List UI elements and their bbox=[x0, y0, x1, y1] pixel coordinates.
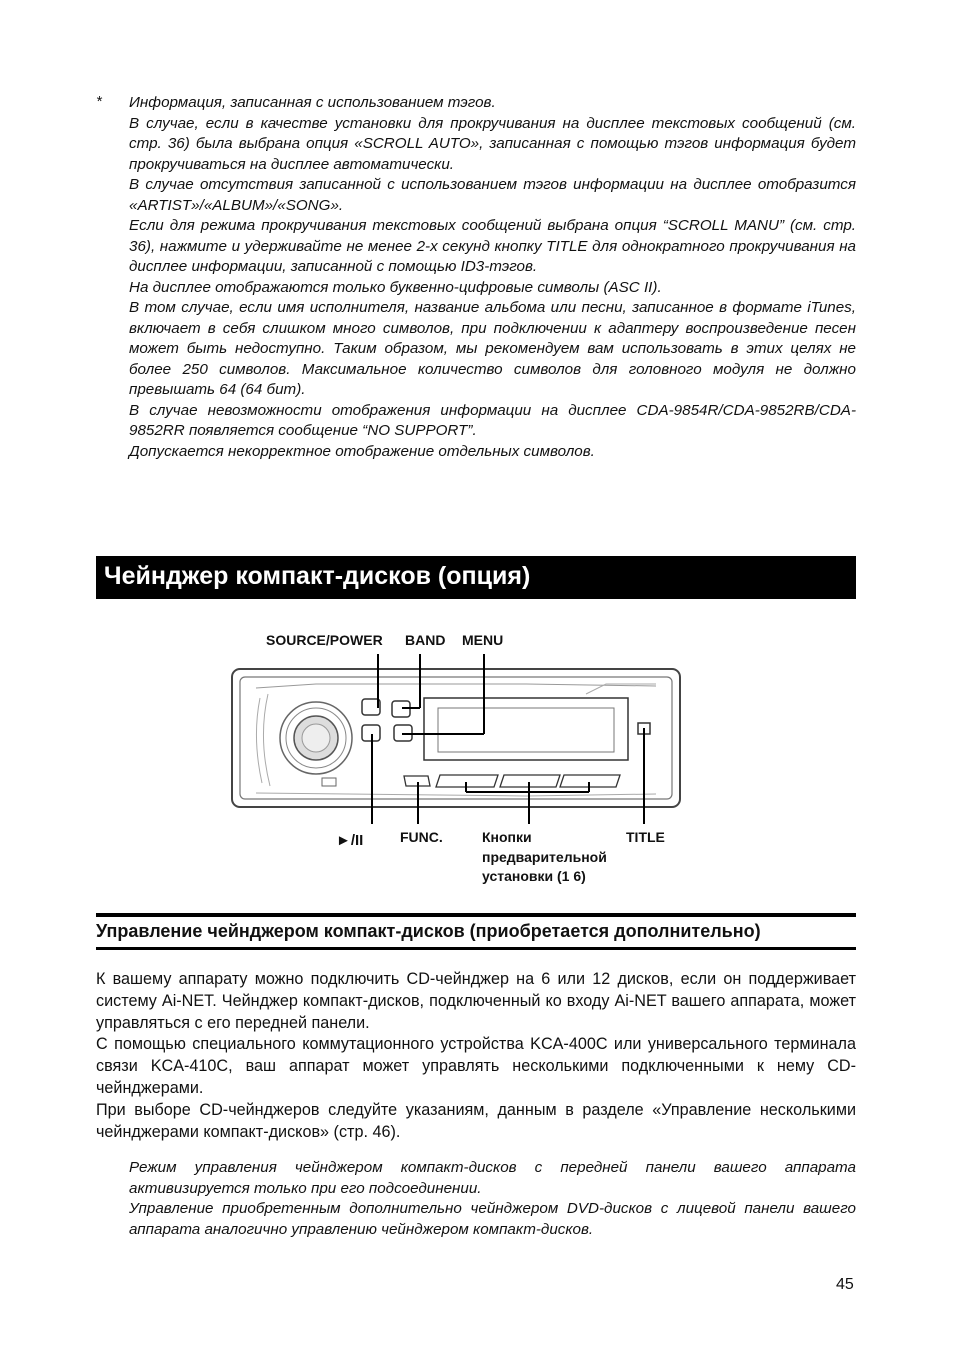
note-line: Режим управления чейнджером компакт-дисков с передней панели вашего аппарата активизируется только при его подсоединении. bbox=[129, 1159, 856, 1197]
label-source-power: SOURCE/POWER bbox=[266, 632, 383, 648]
note-line: В случае, если в качестве установки для прокручивания на дисплее текстовых сообщений (см. стр. 36) была выбрана опция «SCROLL AUTO», записанная с помощью тэгов информация будет прокручиваться на дисплее автоматически. bbox=[129, 114, 856, 173]
label-func: FUNC. bbox=[400, 829, 443, 845]
note-line: Допускается некорректное отображение отдельных символов. bbox=[129, 442, 595, 460]
label-preset-3: установки (1 6) bbox=[482, 868, 586, 884]
note-line: Информация, записанная с использованием тэгов. bbox=[129, 94, 496, 111]
note-line: Если для режима прокручивания текстовых сообщений выбрана опция “SCROLL MANU” (см. стр. 36), нажмите и удерживайте не менее 2-х секунд кнопку TITLE для однократного прокручивания на дисплее информации, записанной с помощью ID3-тэгов. bbox=[129, 217, 856, 275]
note-line: В том случае, если имя исполнителя, название альбома или песни, записанное в формате iTunes, включает в себя слишком много символов, при подключении к адаптеру воспроизведение песен может быть недоступно. Таким образом, мы рекомендуем вам использовать в этих целях не более 250 символов. Максимальное количество символов для головного модуля не должно превышать 64 (64 бит). bbox=[129, 299, 856, 398]
section-title: Чейнджер компакт-дисков (опция) bbox=[104, 562, 531, 590]
label-preset-1: Кнопки bbox=[482, 829, 532, 845]
body-text bbox=[96, 969, 856, 1143]
body-paragraph: При выборе CD-чейнджеров следуйте указаниям, данным в разделе «Управление несколькими чейнджерами компакт-дисков» (стр. 46). bbox=[96, 1100, 856, 1141]
note-line: На дисплее отображаются только буквенно-цифровые символы (ASC II). bbox=[129, 278, 662, 296]
section-title-bar bbox=[96, 556, 856, 599]
label-title: TITLE bbox=[626, 829, 665, 845]
note-lines bbox=[129, 93, 856, 462]
label-play-pause: ►/II bbox=[336, 832, 364, 849]
body-paragraph: С помощью специального коммутационного устройства KCA-400C или универсального терминала связи KCA-410C, ваш аппарат может управлять несколькими подключенными к нему CD-чейнджерами. bbox=[96, 1035, 856, 1097]
subsection-heading: Управление чейнджером компакт-дисков (приобретается дополнительно) bbox=[96, 921, 761, 941]
note-line: В случае отсутствия записанной с использованием тэгов информации на дисплее отобразится «ARTIST»/«ALBUM»/«SONG». bbox=[129, 176, 856, 214]
bottom-notes bbox=[129, 1158, 856, 1240]
note-marker: * bbox=[96, 93, 102, 110]
head-unit-diagram bbox=[226, 628, 696, 892]
note-line: Управление приобретенным дополнительно чейнджером DVD-дисков с лицевой панели вашего аппарата аналогично управлению чейнджером компакт-дисков. bbox=[129, 1200, 856, 1238]
head-unit-drawing bbox=[226, 628, 696, 828]
subsection-bottom-rule bbox=[96, 947, 856, 950]
page-number: 45 bbox=[836, 1276, 854, 1293]
label-band: BAND bbox=[405, 632, 446, 648]
body-paragraph: К вашему аппарату можно подключить CD-чейнджер на 6 или 12 дисков, если он поддерживает систему Ai-NET. Чейнджер компакт-дисков, подключенный ко входу Ai-NET вашего аппарата, может управляться с его передней панели. bbox=[96, 970, 856, 1032]
subsection-top-rule bbox=[96, 913, 856, 917]
note-line: В случае невозможности отображения информации на дисплее CDA-9854R/CDA-9852RB/CDA-9852RR появляется сообщение “NO SUPPORT”. bbox=[129, 401, 856, 439]
label-preset-2: предварительной bbox=[482, 849, 607, 865]
label-menu: MENU bbox=[462, 632, 504, 648]
